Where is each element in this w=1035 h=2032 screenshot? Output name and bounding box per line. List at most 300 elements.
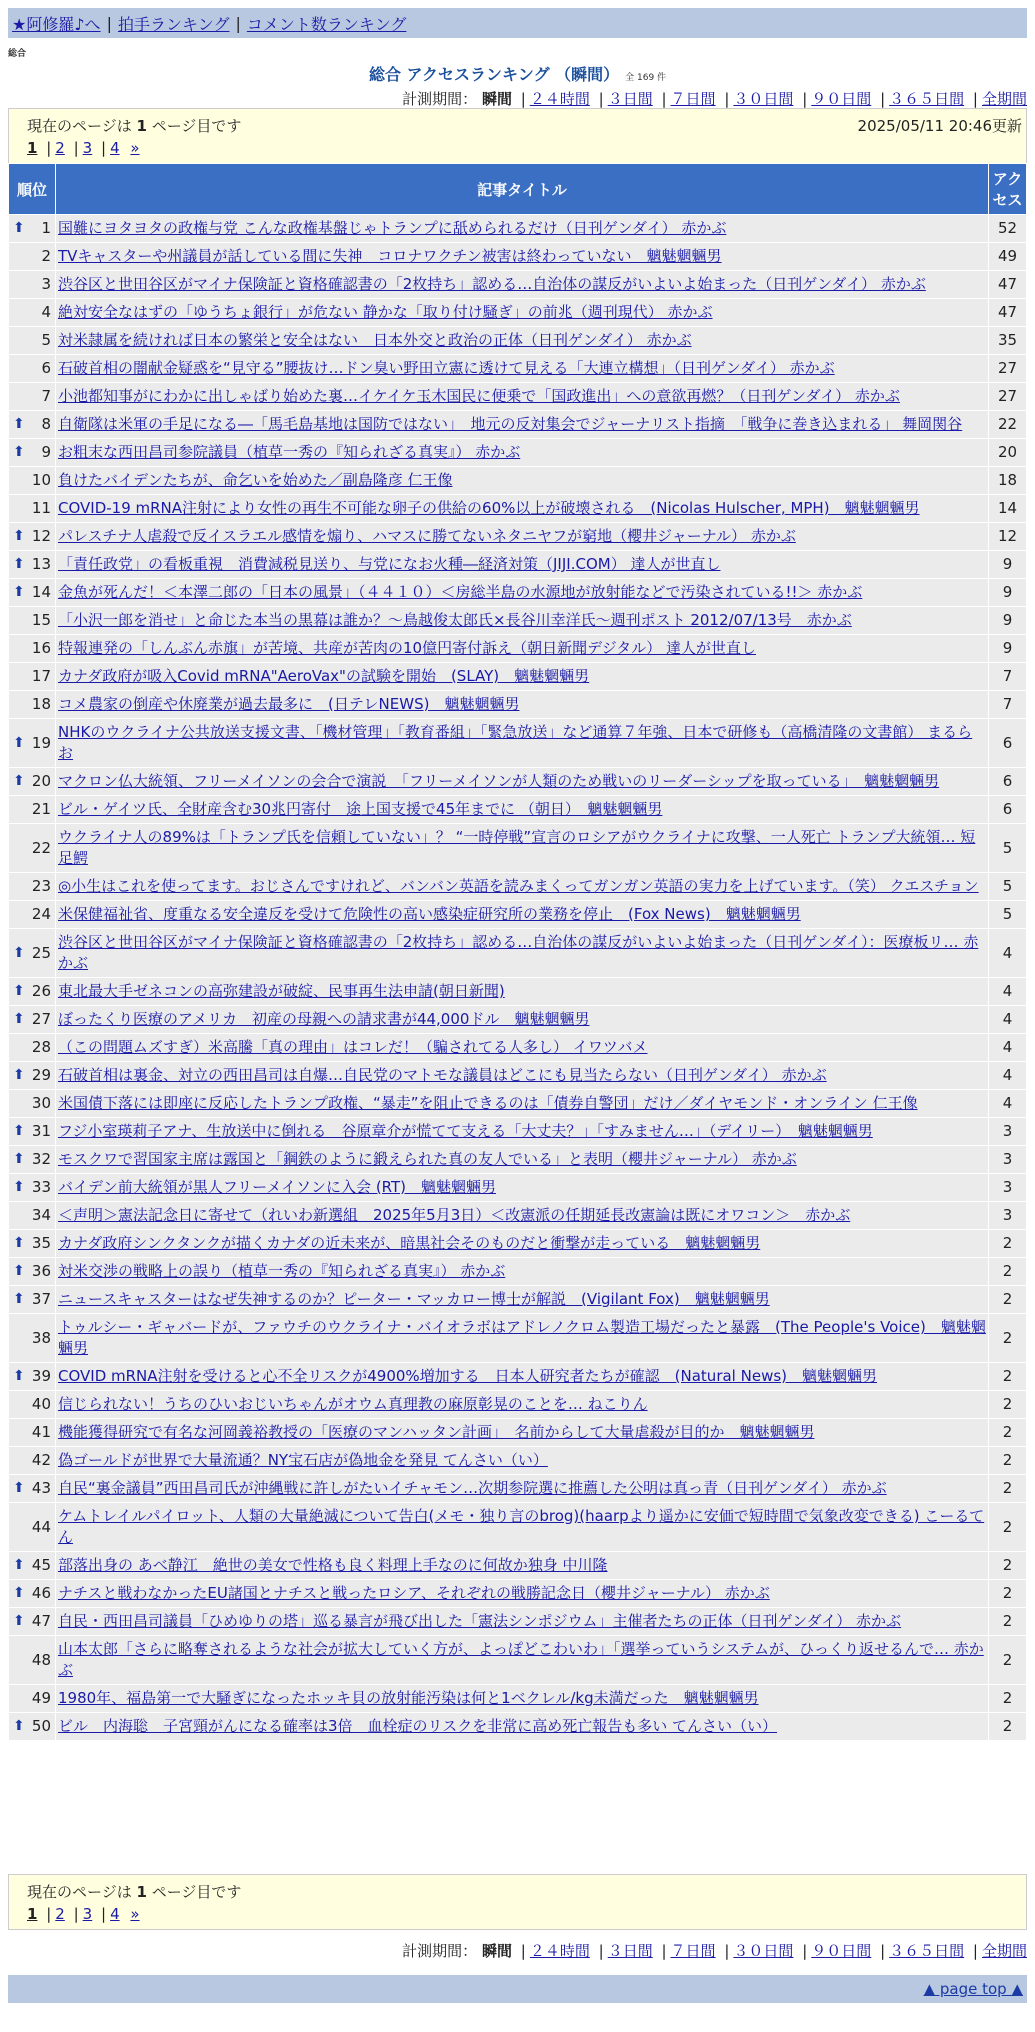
rank-cell xyxy=(9,691,56,719)
period-label: 計測期間： xyxy=(402,90,478,108)
article-title-link[interactable]: 対米交渉の戦略上の誤り（植草一秀の『知られざる真実』） 赤かぶ xyxy=(58,1262,506,1280)
article-title-link[interactable]: 絶対安全なはずの「ゆうちょ銀行」が危ない 静かな「取り付け騒ぎ」の前兆（週刊現代） 赤かぶ xyxy=(58,303,713,321)
table-row xyxy=(9,873,1027,901)
table-row xyxy=(9,1034,1027,1062)
access-count: 5 xyxy=(989,873,1027,901)
access-count: 2 xyxy=(989,1552,1027,1580)
period-link-all[interactable]: 全期間 xyxy=(981,90,1027,108)
period-selector-bottom xyxy=(402,1940,1027,1961)
article-title-link[interactable]: フジ小室瑛莉子アナ、生放送中に倒れる 谷原章介が慌てて支える「大丈夫？」「すみません…」（デイリー） 魑魅魍魎男 xyxy=(58,1122,873,1140)
article-title-link[interactable]: NHKのウクライナ公共放送支援文書、「機材管理」「教育番組」「緊急放送」など通算７年強、日本で研修も（高橋清隆の文書館） まるらお xyxy=(58,723,973,762)
access-count: 35 xyxy=(989,327,1027,355)
period-separator: | xyxy=(661,90,667,108)
rank-number: 42 xyxy=(31,1451,51,1469)
article-title-link[interactable]: 「小沢一郎を消せ」と命じた本当の黒幕は誰か？～鳥越俊太郎氏×長谷川幸洋氏～週刊ポスト 2012/07/13号 赤かぶ xyxy=(58,611,852,629)
rank-up-arrow-icon: ⬆ xyxy=(13,556,25,572)
article-title-link[interactable]: 負けたバイデンたちが、命乞いを始めた／副島隆彦 仁王像 xyxy=(58,471,453,489)
rank-number: 1 xyxy=(41,219,51,237)
period-link-3d[interactable]: ３日間 xyxy=(607,1942,653,1960)
page-link-4[interactable]: 4 xyxy=(110,1905,120,1923)
period-link-24h[interactable]: ２４時間 xyxy=(529,90,590,108)
title-cell xyxy=(56,663,989,691)
article-title-link[interactable]: 米国債下落には即座に反応したトランプ政権、“暴走”を阻止できるのは「債券自警団」だけ／ダイヤモンド・オンライン 仁王像 xyxy=(58,1094,918,1112)
rank-number: 48 xyxy=(31,1650,51,1669)
table-row xyxy=(9,663,1027,691)
access-count: 3 xyxy=(989,1118,1027,1146)
period-link-90d[interactable]: ９０日間 xyxy=(811,90,872,108)
table-row xyxy=(9,551,1027,579)
title-cell xyxy=(56,1636,989,1685)
rank-cell xyxy=(9,796,56,824)
period-separator: | xyxy=(724,90,730,108)
article-title-link[interactable]: 小池都知事がにわかに出しゃばり始めた裏…イケイケ玉木国民に便乗で「国政進出」への意欲再燃？（日刊ゲンダイ） 赤かぶ xyxy=(58,387,900,405)
title-cell xyxy=(56,1286,989,1314)
rank-cell xyxy=(9,439,56,467)
rank-cell xyxy=(9,1258,56,1286)
period-separator: | xyxy=(880,90,886,108)
page-link-2[interactable]: 2 xyxy=(55,139,65,157)
title-cell xyxy=(56,1391,989,1419)
current-page-number: 1 xyxy=(136,1883,147,1901)
rank-cell xyxy=(9,215,56,243)
access-count: 2 xyxy=(989,1503,1027,1552)
article-title-link[interactable]: 特報連発の「しんぶん赤旗」が苦境、共産が苦肉の10億円寄付訴え（朝日新聞デジタル） 達人が世直し xyxy=(58,639,756,657)
rank-cell xyxy=(9,1475,56,1503)
title-cell xyxy=(56,1006,989,1034)
category-label: 総合 xyxy=(8,49,27,59)
access-count: 2 xyxy=(989,1636,1027,1685)
page-link-4[interactable]: 4 xyxy=(110,139,120,157)
rank-cell xyxy=(9,1363,56,1391)
table-row xyxy=(9,1685,1027,1713)
table-row xyxy=(9,1552,1027,1580)
access-count: 2 xyxy=(989,1419,1027,1447)
access-count: 2 xyxy=(989,1447,1027,1475)
table-row xyxy=(9,327,1027,355)
article-title-link[interactable]: 信じられない！うちのひいおじいちゃんがオウム真理教の麻原彰晃のことを… ねこりん xyxy=(58,1395,648,1413)
title-cell xyxy=(56,1363,989,1391)
article-title-link[interactable]: ぼったくり医療のアメリカ 初産の母親への請求書が44,000ドル 魑魅魍魎男 xyxy=(58,1010,590,1028)
access-count: 6 xyxy=(989,719,1027,768)
title-cell xyxy=(56,719,989,768)
rank-up-arrow-icon: ⬆ xyxy=(13,528,25,544)
title-cell xyxy=(56,978,989,1006)
rank-number: 15 xyxy=(31,611,51,629)
rank-number: 5 xyxy=(41,331,51,349)
rank-cell xyxy=(9,901,56,929)
rank-number: 6 xyxy=(41,359,51,377)
title-cell xyxy=(56,439,989,467)
rank-number: 41 xyxy=(31,1423,51,1441)
table-row xyxy=(9,1230,1027,1258)
table-row xyxy=(9,691,1027,719)
table-row xyxy=(9,215,1027,243)
period-link-30d[interactable]: ３０日間 xyxy=(733,90,794,108)
article-title-link[interactable]: 国難にヨタヨタの政権与党 こんな政権基盤じゃトランプに舐められるだけ（日刊ゲンダイ） 赤かぶ xyxy=(58,219,727,237)
access-count: 47 xyxy=(989,271,1027,299)
access-count: 22 xyxy=(989,411,1027,439)
access-count: 52 xyxy=(989,215,1027,243)
rank-cell xyxy=(9,327,56,355)
rank-cell xyxy=(9,1090,56,1118)
period-link-365d[interactable]: ３６５日間 xyxy=(889,1942,965,1960)
rank-cell xyxy=(9,1118,56,1146)
title-cell xyxy=(56,1447,989,1475)
rank-cell xyxy=(9,299,56,327)
rank-cell xyxy=(9,1286,56,1314)
access-count: 3 xyxy=(989,1146,1027,1174)
access-count: 2 xyxy=(989,1286,1027,1314)
access-count: 27 xyxy=(989,355,1027,383)
rank-number: 8 xyxy=(41,415,51,433)
rank-number: 20 xyxy=(31,772,51,790)
period-separator: | xyxy=(972,90,978,108)
rank-number: 9 xyxy=(41,443,51,461)
access-count: 2 xyxy=(989,1685,1027,1713)
table-row xyxy=(9,1503,1027,1552)
article-title-link[interactable]: 対米隷属を続ければ日本の繁栄と安全はない 日本外交と政治の正体（日刊ゲンダイ） 赤かぶ xyxy=(58,331,692,349)
page-link-3[interactable]: 3 xyxy=(82,1905,93,1923)
page-link-3[interactable]: 3 xyxy=(82,139,93,157)
rank-up-arrow-icon: ⬆ xyxy=(13,1151,25,1167)
total-count: 全 169 件 xyxy=(625,73,667,83)
rank-number: 19 xyxy=(31,733,51,752)
access-count: 18 xyxy=(989,467,1027,495)
title-cell xyxy=(56,467,989,495)
article-title-link[interactable]: ニュースキャスターはなぜ失神するのか？ピーター・マッカロー博士が解説 (Vigilant Fox) 魑魅魍魎男 xyxy=(58,1290,770,1308)
period-link-365d[interactable]: ３６５日間 xyxy=(889,90,965,108)
article-title-link[interactable]: モスクワで習国家主席は露国と「鋼鉄のように鍛えられた真の友人でいる」と表明（櫻井ジャーナル） 赤かぶ xyxy=(58,1150,797,1168)
article-title-link[interactable]: ＜声明＞憲法記念日に寄せて（れいわ新選組 2025年5月3日）＜改憲派の任期延長改憲論は既にオワコン＞ 赤かぶ xyxy=(58,1206,851,1224)
rank-number: 2 xyxy=(41,247,51,265)
pager-bottom xyxy=(8,1874,1027,1930)
table-row xyxy=(9,243,1027,271)
rank-number: 11 xyxy=(31,499,51,517)
rank-number: 25 xyxy=(31,943,51,962)
article-title-link[interactable]: 自民・西田昌司議員「ひめゆりの塔」巡る暴言が飛び出した「憲法シンポジウム」主催者たちの正体（日刊ゲンダイ） 赤かぶ xyxy=(58,1612,902,1630)
article-title-link[interactable]: 機能獲得研究で有名な河岡義裕教授の「医療のマンハッタン計画」 名前からして大量虐殺が目的か 魑魅魍魎男 xyxy=(58,1423,815,1441)
ranking-table xyxy=(8,163,1027,1741)
title-cell xyxy=(56,873,989,901)
rank-number: 27 xyxy=(31,1010,51,1028)
period-separator: | xyxy=(520,1942,526,1960)
rank-number: 12 xyxy=(31,527,51,545)
article-title-link[interactable]: 偽ゴールドが世界で大量流通？NY宝石店が偽地金を発見 てんさい（い） xyxy=(58,1451,548,1469)
title-cell xyxy=(56,1580,989,1608)
table-row xyxy=(9,1118,1027,1146)
page-link-2[interactable]: 2 xyxy=(55,1905,65,1923)
nav-link-clap-ranking[interactable]: 拍手ランキング xyxy=(117,14,230,34)
table-row xyxy=(9,523,1027,551)
rank-cell xyxy=(9,495,56,523)
title-cell xyxy=(56,579,989,607)
page-title-text: 総合 アクセスランキング （瞬間） xyxy=(368,65,620,84)
table-row xyxy=(9,439,1027,467)
title-cell xyxy=(56,1034,989,1062)
rank-cell xyxy=(9,929,56,978)
rank-number: 47 xyxy=(31,1612,51,1630)
table-row xyxy=(9,1258,1027,1286)
table-row xyxy=(9,1580,1027,1608)
rank-number: 10 xyxy=(31,471,51,489)
rank-cell xyxy=(9,355,56,383)
article-title-link[interactable]: トゥルシー・ギャバードが、ファウチのウクライナ・バイオラボはアドレノクロム製造工場だったと暴露 (The People's Voice) 魑魅魍魎男 xyxy=(58,1318,986,1357)
rank-cell xyxy=(9,271,56,299)
period-separator: | xyxy=(880,1942,886,1960)
rank-number: 34 xyxy=(31,1206,51,1224)
period-link-7d[interactable]: ７日間 xyxy=(670,90,716,108)
nav-link-home[interactable]: ★阿修羅♪へ xyxy=(12,14,101,34)
access-count: 5 xyxy=(989,901,1027,929)
rank-cell xyxy=(9,579,56,607)
table-row xyxy=(9,1419,1027,1447)
title-cell xyxy=(56,824,989,873)
access-count: 2 xyxy=(989,1608,1027,1636)
rank-up-arrow-icon: ⬆ xyxy=(13,1123,25,1139)
article-title-link[interactable]: マクロン仏大統領、フリーメイソンの会合で演説 「フリーメイソンが人類のため戦いのリーダーシップを取っている」 魑魅魍魎男 xyxy=(58,772,940,790)
rank-number: 35 xyxy=(31,1234,51,1252)
title-cell xyxy=(56,1174,989,1202)
page-separator: | xyxy=(46,139,52,157)
page-link-1: 1 xyxy=(27,139,38,157)
title-cell xyxy=(56,411,989,439)
article-title-link[interactable]: COVID-19 mRNA注射により女性の再生不可能な卵子の供給の60%以上が破壊される (Nicolas Hulscher, MPH) 魑魅魍魎男 xyxy=(58,499,920,517)
table-row xyxy=(9,1447,1027,1475)
rank-up-arrow-icon: ⬆ xyxy=(13,734,25,751)
rank-cell xyxy=(9,1062,56,1090)
title-cell xyxy=(56,551,989,579)
rank-cell xyxy=(9,1314,56,1363)
article-title-link[interactable]: 部落出身の あべ静江 絶世の美女で性格も良く料理上手なのに何故か独身 中川隆 xyxy=(58,1556,608,1574)
article-title-link[interactable]: 渋谷区と世田谷区がマイナ保険証と資格確認書の「2枚持ち」認める…自治体の謀反がいよいよ始まった（日刊ゲンダイ） 赤かぶ xyxy=(58,275,926,293)
article-title-link[interactable]: 自衛隊は米軍の手足になる―「馬毛島基地は国防ではない」 地元の反対集会でジャーナリスト指摘 「戦争に巻き込まれる」 舞岡関谷 xyxy=(58,415,963,433)
current-page-number: 1 xyxy=(136,117,147,135)
table-row xyxy=(9,719,1027,768)
page-links xyxy=(27,139,140,157)
access-count: 27 xyxy=(989,383,1027,411)
period-link-7d[interactable]: ７日間 xyxy=(670,1942,716,1960)
table-row xyxy=(9,495,1027,523)
table-row xyxy=(9,1475,1027,1503)
table-row xyxy=(9,796,1027,824)
article-title-link[interactable]: TVキャスターや州議員が話している間に失神 コロナワクチン被害は終わっていない 魑魅魍魎男 xyxy=(58,247,722,265)
rank-cell xyxy=(9,719,56,768)
updated-timestamp: 2025/05/11 20:46更新 xyxy=(857,117,1022,135)
rank-cell xyxy=(9,411,56,439)
rank-number: 38 xyxy=(31,1328,51,1347)
table-row xyxy=(9,1202,1027,1230)
top-nav xyxy=(8,8,1027,38)
article-title-link[interactable]: バイデン前大統領が黒人フリーメイソンに入会 (RT) 魑魅魍魎男 xyxy=(58,1178,497,1196)
table-row xyxy=(9,901,1027,929)
rank-up-arrow-icon: ⬆ xyxy=(13,1235,25,1251)
rank-cell xyxy=(9,978,56,1006)
access-count: 9 xyxy=(989,607,1027,635)
period-link-90d[interactable]: ９０日間 xyxy=(811,1942,872,1960)
title-cell xyxy=(56,607,989,635)
table-row xyxy=(9,383,1027,411)
rank-up-arrow-icon: ⬆ xyxy=(13,773,25,789)
nav-link-comment-ranking[interactable]: コメント数ランキング xyxy=(246,14,407,34)
period-link-3d[interactable]: ３日間 xyxy=(607,90,653,108)
current-page-prefix: 現在のページは xyxy=(27,1883,132,1901)
article-title-link[interactable]: コメ農家の倒産や休廃業が過去最多に (日テレNEWS) 魑魅魍魎男 xyxy=(58,695,520,713)
rank-up-arrow-icon: ⬆ xyxy=(13,1011,25,1027)
rank-number: 3 xyxy=(41,275,51,293)
title-cell xyxy=(56,523,989,551)
title-cell xyxy=(56,691,989,719)
access-count: 2 xyxy=(989,1391,1027,1419)
table-row xyxy=(9,1713,1027,1741)
title-cell xyxy=(56,1552,989,1580)
period-separator: | xyxy=(724,1942,730,1960)
title-cell xyxy=(56,901,989,929)
rank-cell xyxy=(9,1552,56,1580)
rank-cell xyxy=(9,467,56,495)
rank-cell xyxy=(9,663,56,691)
rank-number: 32 xyxy=(31,1150,51,1168)
next-page-link[interactable]: » xyxy=(130,139,140,157)
rank-up-arrow-icon: ⬆ xyxy=(13,1613,25,1629)
page-separator: | xyxy=(101,139,107,157)
rank-cell xyxy=(9,1447,56,1475)
rank-up-arrow-icon: ⬆ xyxy=(13,1480,25,1496)
title-cell xyxy=(56,1419,989,1447)
rank-number: 21 xyxy=(31,800,51,818)
table-row xyxy=(9,1174,1027,1202)
rank-number: 18 xyxy=(31,695,51,713)
table-row xyxy=(9,635,1027,663)
article-title-link[interactable]: ビル・ゲイツ氏、全財産含む30兆円寄付 途上国支援で45年までに （朝日） 魑魅魍魎男 xyxy=(58,800,663,818)
current-page-suffix: ページ目です xyxy=(151,117,242,135)
article-title-link[interactable]: ナチスと戦わなかったEU諸国とナチスと戦ったロシア、それぞれの戦勝記念日（櫻井ジャーナル） 赤かぶ xyxy=(58,1584,770,1602)
page-top-bar xyxy=(8,1975,1027,2003)
access-count: 2 xyxy=(989,1580,1027,1608)
article-title-link[interactable]: お粗末な西田昌司参院議員（植草一秀の『知られざる真実』） 赤かぶ xyxy=(58,443,521,461)
rank-cell xyxy=(9,1503,56,1552)
article-title-link[interactable]: 石破首相は裏金、対立の西田昌司は自爆…自民党のマトモな議員はどこにも見当たらない（日刊ゲンダイ） 赤かぶ xyxy=(58,1066,827,1084)
page-top-link[interactable]: ▲ page top ▲ xyxy=(923,1980,1023,1998)
article-title-link[interactable]: 自民“裏金議員”西田昌司氏が沖縄戦に許しがたいイチャモン…次期参院選に推薦した公明は真っ青（日刊ゲンダイ） 赤かぶ xyxy=(58,1479,887,1497)
access-count: 4 xyxy=(989,929,1027,978)
table-row xyxy=(9,1090,1027,1118)
rank-cell xyxy=(9,1006,56,1034)
article-title-link[interactable]: ウクライナ人の89%は「トランプ氏を信頼していない」？ “一時停戦”宣言のロシアがウクライナに攻撃、一人死亡 トランプ大統領… 短足鰐 xyxy=(58,828,976,867)
nav-separator: | xyxy=(106,13,112,33)
period-link-24h[interactable]: ２４時間 xyxy=(529,1942,590,1960)
article-title-link[interactable]: 渋谷区と世田谷区がマイナ保険証と資格確認書の「2枚持ち」認める…自治体の謀反がいよいよ始まった（日刊ゲンダイ）：医療板リ… 赤かぶ xyxy=(58,933,979,972)
rank-cell xyxy=(9,1230,56,1258)
article-title-link[interactable]: 東北最大手ゼネコンの高弥建設が破綻、民事再生法申請(朝日新聞) xyxy=(58,982,505,1000)
title-cell xyxy=(56,1230,989,1258)
header-title: 記事タイトル xyxy=(56,164,989,215)
access-count: 9 xyxy=(989,579,1027,607)
article-title-link[interactable]: ◎小生はこれを使ってます。おじさんですけれど、バンバン英語を読みまくってガンガン英語の実力を上げています。（笑） クエスチョン xyxy=(58,877,979,895)
article-title-link[interactable]: 石破首相の闇献金疑惑を“見守る”腰抜け…ドン臭い野田立憲に透けて見える「大連立構想」（日刊ゲンダイ） 赤かぶ xyxy=(58,359,835,377)
title-cell xyxy=(56,1118,989,1146)
article-title-link[interactable]: カナダ政府が吸入Covid mRNA"AeroVax"の試験を開始 (SLAY) 魑魅魍魎男 xyxy=(58,667,590,685)
title-cell xyxy=(56,1090,989,1118)
rank-up-arrow-icon: ⬆ xyxy=(13,584,25,600)
rank-number: 7 xyxy=(41,387,51,405)
title-cell xyxy=(56,1146,989,1174)
rank-cell xyxy=(9,607,56,635)
rank-number: 17 xyxy=(31,667,51,685)
article-title-link[interactable]: パレスチナ人虐殺で反イスラエル感情を煽り、ハマスに勝てないネタニヤフが窮地（櫻井ジャーナル） 赤かぶ xyxy=(58,527,796,545)
rank-cell xyxy=(9,1608,56,1636)
rank-number: 50 xyxy=(31,1717,51,1735)
access-count: 4 xyxy=(989,978,1027,1006)
table-row xyxy=(9,607,1027,635)
title-cell xyxy=(56,1475,989,1503)
rank-number: 26 xyxy=(31,982,51,1000)
access-count: 14 xyxy=(989,495,1027,523)
period-link-30d[interactable]: ３０日間 xyxy=(733,1942,794,1960)
table-row xyxy=(9,355,1027,383)
period-separator: | xyxy=(598,90,604,108)
table-row xyxy=(9,1608,1027,1636)
rank-cell xyxy=(9,1202,56,1230)
rank-number: 49 xyxy=(31,1689,51,1707)
current-page-text xyxy=(27,1881,241,1902)
article-title-link[interactable]: ケムトレイルパイロット、人類の大量絶滅について告白(メモ・独り言のbrog)(haarpより遥かに安価で短時間で気象改変できる) こーるてん xyxy=(58,1507,985,1546)
page-separator: | xyxy=(101,1905,107,1923)
access-count: 6 xyxy=(989,768,1027,796)
rank-cell xyxy=(9,635,56,663)
rank-up-arrow-icon: ⬆ xyxy=(13,944,25,961)
article-title-link[interactable]: 1980年、福島第一で大騒ぎになったホッキ貝の放射能汚染は何と1ベクレル/kg未満だった 魑魅魍魎男 xyxy=(58,1689,759,1707)
rank-cell xyxy=(9,1034,56,1062)
rank-cell xyxy=(9,1174,56,1202)
rank-up-arrow-icon: ⬆ xyxy=(13,1557,25,1573)
next-page-link[interactable]: » xyxy=(130,1905,140,1923)
rank-number: 23 xyxy=(31,877,51,895)
title-cell xyxy=(56,1314,989,1363)
rank-up-arrow-icon: ⬆ xyxy=(13,1368,25,1384)
article-title-link[interactable]: ビル 内海聡 子宮頸がんになる確率は3倍 血栓症のリスクを非常に高め死亡報告も多い てんさい（い） xyxy=(58,1717,778,1735)
rank-number: 46 xyxy=(31,1584,51,1602)
rank-number: 28 xyxy=(31,1038,51,1056)
article-title-link[interactable]: 米保健福祉省、度重なる安全違反を受けて危険性の高い感染症研究所の業務を停止 (Fox News) 魑魅魍魎男 xyxy=(58,905,801,923)
period-separator: | xyxy=(972,1942,978,1960)
article-title-link[interactable]: 金魚が死んだ！＜本澤二郎の「日本の風景」（４４１０）＜房総半島の水源地が放射能などで汚染されている!!＞ 赤かぶ xyxy=(58,583,863,601)
nav-separator: | xyxy=(235,13,241,33)
article-title-link[interactable]: 「責任政党」の看板重視 消費減税見送り、与党になお火種―経済対策（JIJI.COM） 達人が世直し xyxy=(58,555,721,573)
header-rank: 順位 xyxy=(9,164,56,215)
article-title-link[interactable]: （この問題ムズすぎ）米高騰「真の理由」はコレだ！（騙されてる人多し） イワツバメ xyxy=(58,1038,648,1056)
article-title-link[interactable]: COVID mRNA注射を受けると心不全リスクが4900%増加する 日本人研究者たちが確認 (Natural News) 魑魅魍魎男 xyxy=(58,1367,877,1385)
access-count: 47 xyxy=(989,299,1027,327)
rank-up-arrow-icon: ⬆ xyxy=(13,1291,25,1307)
rank-cell xyxy=(9,523,56,551)
title-cell xyxy=(56,1713,989,1741)
access-count: 3 xyxy=(989,1174,1027,1202)
rank-cell xyxy=(9,1636,56,1685)
article-title-link[interactable]: カナダ政府シンクタンクが描くカナダの近未来が、暗黒社会そのものだと衝撃が走っている 魑魅魍魎男 xyxy=(58,1234,761,1252)
rank-cell xyxy=(9,551,56,579)
period-link-all[interactable]: 全期間 xyxy=(981,1942,1027,1960)
article-title-link[interactable]: 山本太郎「さらに略奪されるような社会が拡大していく方が、よっぽどこわいわ」「選挙っていうシステムが、ひっくり返せるんで… 赤かぶ xyxy=(58,1640,984,1679)
page-separator: | xyxy=(46,1905,52,1923)
rank-cell xyxy=(9,1146,56,1174)
table-row xyxy=(9,824,1027,873)
table-row xyxy=(9,467,1027,495)
access-count: 2 xyxy=(989,1314,1027,1363)
table-row xyxy=(9,1286,1027,1314)
current-page-suffix: ページ目です xyxy=(151,1883,242,1901)
rank-up-arrow-icon: ⬆ xyxy=(13,1585,25,1601)
rank-number: 39 xyxy=(31,1367,51,1385)
